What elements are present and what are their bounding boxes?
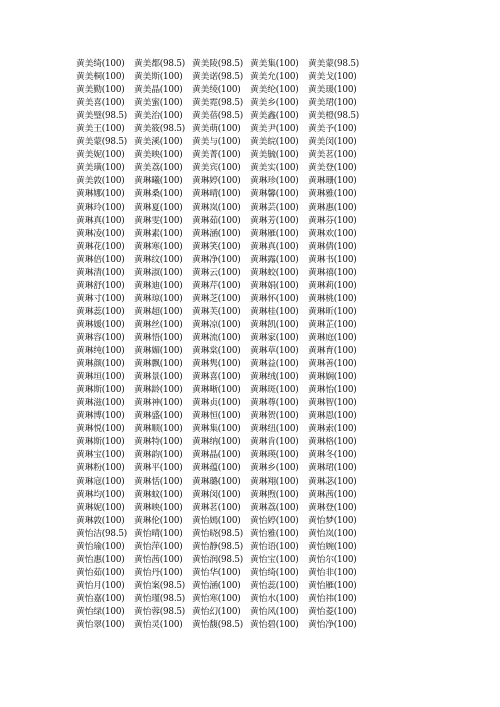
name-score-entry: 黄琳垣(100) [76,372,125,383]
name-score-entry: 黄琳贞(100) [192,398,241,409]
name-score-entry: 黄琳瑛(100) [250,450,299,461]
name-score-entry: 黄美绮(100) [76,59,125,69]
name-score-entry: 黄美允(100) [250,72,299,83]
name-score-entry: 黄琳玲(100) [76,202,125,213]
name-score-entry: 黄琳寸(100) [76,293,125,304]
name-score-entry: 黄怡晴(100) [134,528,183,539]
name-score-entry: 黄美桐(100) [76,72,125,83]
name-score-entry: 黄美毓(100) [250,150,299,161]
name-score-entry: 黄琳云(100) [192,267,241,278]
name-score-entry: 黄琳隽(100) [192,359,241,370]
name-score-entry: 黄琳闵(100) [192,489,241,500]
name-score-entry: 黄琳恬(100) [134,476,183,487]
name-score-entry: 黄琳蚊(100) [134,489,183,500]
name-score-entry: 黄琳善(100) [308,359,357,370]
name-score-entry: 黄美诺(98.5) [192,72,244,83]
name-score-entry: 黄琳容(100) [76,332,125,343]
name-score-entry: 黄美斯(100) [134,72,183,83]
name-score-entry: 黄怡灵(100) [134,620,183,631]
name-score-entry: 黄怡嘉(100) [76,593,125,604]
name-score-entry: 黄琳桃(100) [308,293,357,304]
name-score-entry: 黄琳寒(100) [134,241,183,252]
name-score-entry: 黄琳纹(100) [134,254,183,265]
name-score-entry: 黄琳飘(100) [134,359,183,370]
name-score-entry: 黄美敦(100) [76,176,125,187]
name-score-entry: 黄怡案(98.5) [134,580,186,591]
name-score-entry: 黄琳茗(100) [192,502,241,513]
name-score-entry: 黄琳斯(100) [76,385,125,396]
name-score-entry: 黄琳昕(100) [308,306,357,317]
name-score-entry: 黄琳索(100) [308,424,357,435]
name-score-entry: 黄琳花(100) [76,241,125,252]
name-score-entry: 黄琳顺(100) [134,424,183,435]
name-score-entry: 黄琳益(100) [250,359,299,370]
name-score-entry: 黄怡晓(98.5) [192,528,244,539]
name-score-entry: 黄怡翠(100) [76,620,125,631]
name-score-entry: 黄琳滋(100) [76,398,125,409]
name-score-entry: 黄怡雅(100) [250,528,299,539]
name-score-entry: 黄琳映(100) [134,502,183,513]
name-score-entry: 黄美萌(100) [192,124,241,135]
name-score-entry: 黄琳琼(100) [134,293,183,304]
name-score-entry: 黄琳斑(100) [250,385,299,396]
name-score-entry: 黄怡瑜(100) [76,541,125,552]
name-score-entry: 黄琳恩(100) [308,411,357,422]
name-score-entry: 黄琳草(100) [250,346,299,357]
name-score-entry: 黄琳书(100) [308,254,357,265]
name-score-entry: 黄琳倍(100) [76,254,125,265]
name-score-entry: 黄琳乡(100) [250,463,299,474]
name-score-entry: 黄美菁(100) [192,150,241,161]
name-score-entry: 黄琳婷(100) [192,176,241,187]
name-score-entry: 黄琳丝(100) [134,319,183,330]
name-score-entry: 黄怡萍(100) [134,541,183,552]
name-score-entry: 黄美与(100) [192,137,241,148]
name-score-entry: 黄怡嫣(100) [192,515,241,526]
name-score-entry: 黄琳平(100) [134,463,183,474]
name-score-entry: 黄美闵(100) [308,137,357,148]
name-score-entry: 黄琳悟(100) [134,332,183,343]
name-score-entry: 黄琳涵(100) [192,228,241,239]
name-score-entry: 黄怡净(100) [308,620,357,631]
name-score-entry: 黄美璧(98.5) [76,111,128,122]
name-score-entry: 黄琳素(100) [134,228,183,239]
name-score-entry: 黄琳博(100) [76,411,125,422]
name-score-entry: 黄怡丹(100) [134,567,183,578]
name-score-entry: 黄怡华(100) [192,567,241,578]
name-score-entry: 黄美王(100) [76,124,125,135]
name-score-entry: 黄琳晶(100) [192,450,241,461]
name-score-entry: 黄怡水(100) [250,593,299,604]
name-score-entry: 黄琳夏(100) [134,202,183,213]
name-score-entry: 黄琳尊(100) [250,398,299,409]
name-score-entry: 黄怡岚(100) [308,528,357,539]
name-score-entry: 黄琳芝(100) [192,293,241,304]
name-score-entry: 黄琳伦(100) [134,515,183,526]
name-score-entry: 黄美都(98.5) [134,59,186,69]
name-score-entry: 黄美蒙(98.5) [76,137,128,148]
name-score-entry: 黄琳芷(100) [308,319,357,330]
name-score-entry: 黄琳欢(100) [308,228,357,239]
name-score-entry: 黄琳凉(100) [192,319,241,330]
name-score-entry: 黄琳蛟(100) [250,267,299,278]
name-score-entry: 黄怡茹(100) [76,567,125,578]
name-score-entry: 黄琳桂(100) [250,306,299,317]
name-score-entry: 黄琳惠(100) [308,202,357,213]
name-score-entry: 黄琳曦(100) [134,176,183,187]
name-score-entry: 黄琳凌(100) [76,228,125,239]
name-score-entry: 黄美映(100) [134,150,183,161]
name-score-entry: 黄美绫(100) [192,85,241,96]
name-score-entry: 黄琳集(100) [192,424,241,435]
name-score-entry: 黄琳娟(100) [250,280,299,291]
name-score-entry: 黄琳芙(100) [192,306,241,317]
name-score-entry: 黄琳庭(100) [308,332,357,343]
name-score-entry: 黄琳珍(100) [250,176,299,187]
name-score-entry: 黄琳恒(100) [192,411,241,422]
name-score-grid [76,58,360,632]
name-score-entry: 黄美治(100) [134,111,183,122]
name-score-entry: 黄琳露(100) [250,254,299,265]
name-score-entry: 黄琳悦(100) [76,424,125,435]
name-score-entry: 黄琳盛(100) [134,411,183,422]
name-score-entry: 黄琳芸(100) [250,202,299,213]
name-score-entry: 黄怡静(98.5) [192,541,244,552]
name-score-entry: 黄怡雁(100) [308,580,357,591]
name-score-entry: 黄琳茹(100) [192,215,241,226]
name-score-entry: 黄琳景(100) [134,372,183,383]
name-score-entry: 黄美晶(100) [134,85,183,96]
name-score-entry: 黄美璜(100) [76,163,125,174]
name-score-entry: 黄琳特(100) [134,437,183,448]
name-score-entry: 黄美溪(100) [134,137,183,148]
name-score-entry: 黄怡洁(98.5) [76,528,128,539]
name-score-entry: 黄怡寒(100) [192,593,241,604]
name-score-entry: 黄怡惠(100) [76,554,125,565]
name-score-entry: 黄琳纯(100) [76,346,125,357]
name-score-entry: 黄怡蕊(100) [250,580,299,591]
name-score-entry: 黄琳净(100) [192,254,241,265]
name-score-entry: 黄琳雁(100) [250,228,299,239]
name-score-entry: 黄琳流(100) [192,332,241,343]
name-score-entry: 黄美戈(100) [308,72,357,83]
name-score-entry: 黄美登(100) [308,163,357,174]
name-score-entry: 黄琳煦(100) [250,489,299,500]
name-score-entry: 黄琳绒(100) [250,372,299,383]
name-score-entry: 黄怡婉(100) [308,541,357,552]
name-score-entry: 黄美蒙(98.5) [308,59,360,69]
name-score-entry: 黄美皖(100) [250,137,299,148]
name-score-entry: 黄怡祎(100) [308,593,357,604]
name-score-entry: 黄琳登(100) [308,502,357,513]
name-score-entry: 黄美荔(100) [134,163,183,174]
name-score-entry: 黄琳笑(100) [192,241,241,252]
name-score-entry: 黄怡宝(100) [250,554,299,565]
name-score-entry: 黄琳倩(100) [308,241,357,252]
name-score-entry: 黄琳苾(100) [308,476,357,487]
name-score-entry: 黄琳荔(100) [250,502,299,513]
name-score-entry: 黄怡月(100) [76,580,125,591]
name-score-entry: 黄琳媛(100) [76,319,125,330]
name-score-entry: 黄琳晰(100) [192,385,241,396]
name-score-entry: 黄琳迪(100) [134,280,183,291]
name-score-entry: 黄琳蕴(100) [192,463,241,474]
name-score-entry: 黄琳禧(100) [308,267,357,278]
name-score-entry: 黄琳寇(100) [76,476,125,487]
name-score-entry: 黄琳蕊(100) [76,306,125,317]
name-score-entry: 黄琳翔(100) [250,476,299,487]
name-score-entry: 黄美茗(100) [308,150,357,161]
name-score-entry: 黄琳斯(100) [76,437,125,448]
name-score-entry: 黄琳清(100) [76,267,125,278]
name-score-entry: 黄琳纳(100) [192,437,241,448]
name-score-entry: 黄怡碧(100) [250,620,299,631]
name-score-entry: 黄美集(100) [250,59,299,69]
name-score-entry: 黄美尹(100) [250,124,299,135]
name-score-entry: 黄怡梦(100) [308,515,357,526]
name-score-entry: 黄怡茜(100) [134,554,183,565]
name-score-entry: 黄怡非(100) [308,567,357,578]
name-score-entry: 黄琳宝(100) [76,450,125,461]
name-score-entry: 黄琳莉(100) [308,280,357,291]
name-score-entry: 黄琳岚(100) [192,202,241,213]
name-score-entry: 黄美筱(98.5) [134,124,186,135]
name-score-entry: 黄琳茜(100) [308,489,357,500]
name-score-entry: 黄美喜(100) [76,98,125,109]
name-score-entry: 黄美橙(98.5) [308,111,360,122]
name-score-entry: 黄琳雅(100) [308,189,357,200]
name-score-entry: 黄怡瑾(98.5) [134,593,186,604]
name-score-entry: 黄琳颜(100) [76,359,125,370]
name-score-entry: 黄琳妮(100) [76,502,125,513]
name-score-entry: 黄琳格(100) [308,437,357,448]
name-score-entry: 黄美勤(100) [76,85,125,96]
name-score-entry: 黄怡绿(100) [76,606,125,617]
name-score-entry: 黄美蜜(100) [134,98,183,109]
name-score-entry: 黄琳怀(100) [250,293,299,304]
name-score-entry: 黄琳桑(100) [134,189,183,200]
name-score-entry: 黄琳超(100) [134,306,183,317]
name-score-entry: 黄怡风(100) [250,606,299,617]
name-score-entry: 黄琳冬(100) [308,450,357,461]
name-score-entry: 黄美妮(100) [76,150,125,161]
name-score-entry: 黄美鑫(100) [250,111,299,122]
name-score-entry: 黄琳肯(100) [250,437,299,448]
name-score-entry: 黄琳棠(100) [192,346,241,357]
name-score-entry: 黄美予(100) [308,124,357,135]
name-score-entry: 黄琳智(100) [308,398,357,409]
name-score-entry: 黄琳粉(100) [76,463,125,474]
name-score-entry: 黄琳家(100) [250,332,299,343]
name-score-entry: 黄琳韵(100) [134,450,183,461]
name-score-entry: 黄琳芹(100) [192,280,241,291]
name-score-entry: 黄琳龄(100) [134,385,183,396]
name-score-entry: 黄美纶(100) [250,85,299,96]
name-score-entry: 黄怡涵(100) [192,580,241,591]
name-score-entry: 黄琳娜(100) [76,189,125,200]
name-score-entry: 黄美珺(100) [308,98,357,109]
name-score-entry: 黄美陵(98.5) [192,59,244,69]
name-score-entry: 黄琳贺(100) [250,411,299,422]
name-score-entry: 黄琳娴(100) [308,372,357,383]
name-score-entry: 黄琳喜(100) [192,372,241,383]
name-score-entry: 黄琳雯(100) [134,215,183,226]
name-score-entry: 黄怡绮(100) [250,567,299,578]
name-score-entry: 黄怡尔(100) [308,554,357,565]
name-score-entry: 黄琳怡(100) [308,385,357,396]
name-score-entry: 黄美霓(98.5) [192,98,244,109]
name-score-entry: 黄琳媚(100) [134,346,183,357]
name-score-entry: 黄琳淑(100) [134,267,183,278]
name-score-entry: 黄琳珊(100) [308,176,357,187]
name-score-entry: 黄琳珺(100) [308,463,357,474]
name-score-entry: 黄怡润(98.5) [192,554,244,565]
name-score-entry: 黄琳真(100) [76,215,125,226]
name-score-entry: 黄琳璐(100) [192,476,241,487]
name-score-entry: 黄琳敦(100) [76,515,125,526]
name-score-entry: 黄琳芳(100) [250,215,299,226]
name-score-entry: 黄琳晴(100) [192,189,241,200]
name-score-entry: 黄琳馨(100) [250,189,299,200]
name-score-entry: 黄怡语(100) [250,541,299,552]
name-score-entry: 黄琳芬(100) [308,215,357,226]
name-score-entry: 黄美乡(100) [250,98,299,109]
name-score-entry: 黄美瑗(100) [308,85,357,96]
name-score-entry: 黄琳育(100) [308,346,357,357]
name-score-entry: 黄怡菱(100) [308,606,357,617]
name-score-entry: 黄怡婷(100) [250,515,299,526]
name-score-entry: 黄琳凯(100) [250,319,299,330]
name-score-entry: 黄琳真(100) [250,241,299,252]
name-score-entry: 黄琳纽(100) [250,424,299,435]
name-score-entry: 黄琳舒(100) [76,280,125,291]
name-score-entry: 黄美蓓(98.5) [192,111,244,122]
name-score-entry: 黄美实(100) [250,163,299,174]
name-score-entry: 黄怡馥(98.5) [192,620,244,631]
name-score-entry: 黄美宾(100) [192,163,241,174]
name-score-entry: 黄怡幻(100) [192,606,241,617]
name-score-entry: 黄琳神(100) [134,398,183,409]
name-score-entry: 黄琳均(100) [76,489,125,500]
name-score-entry: 黄怡蓉(98.5) [134,606,186,617]
